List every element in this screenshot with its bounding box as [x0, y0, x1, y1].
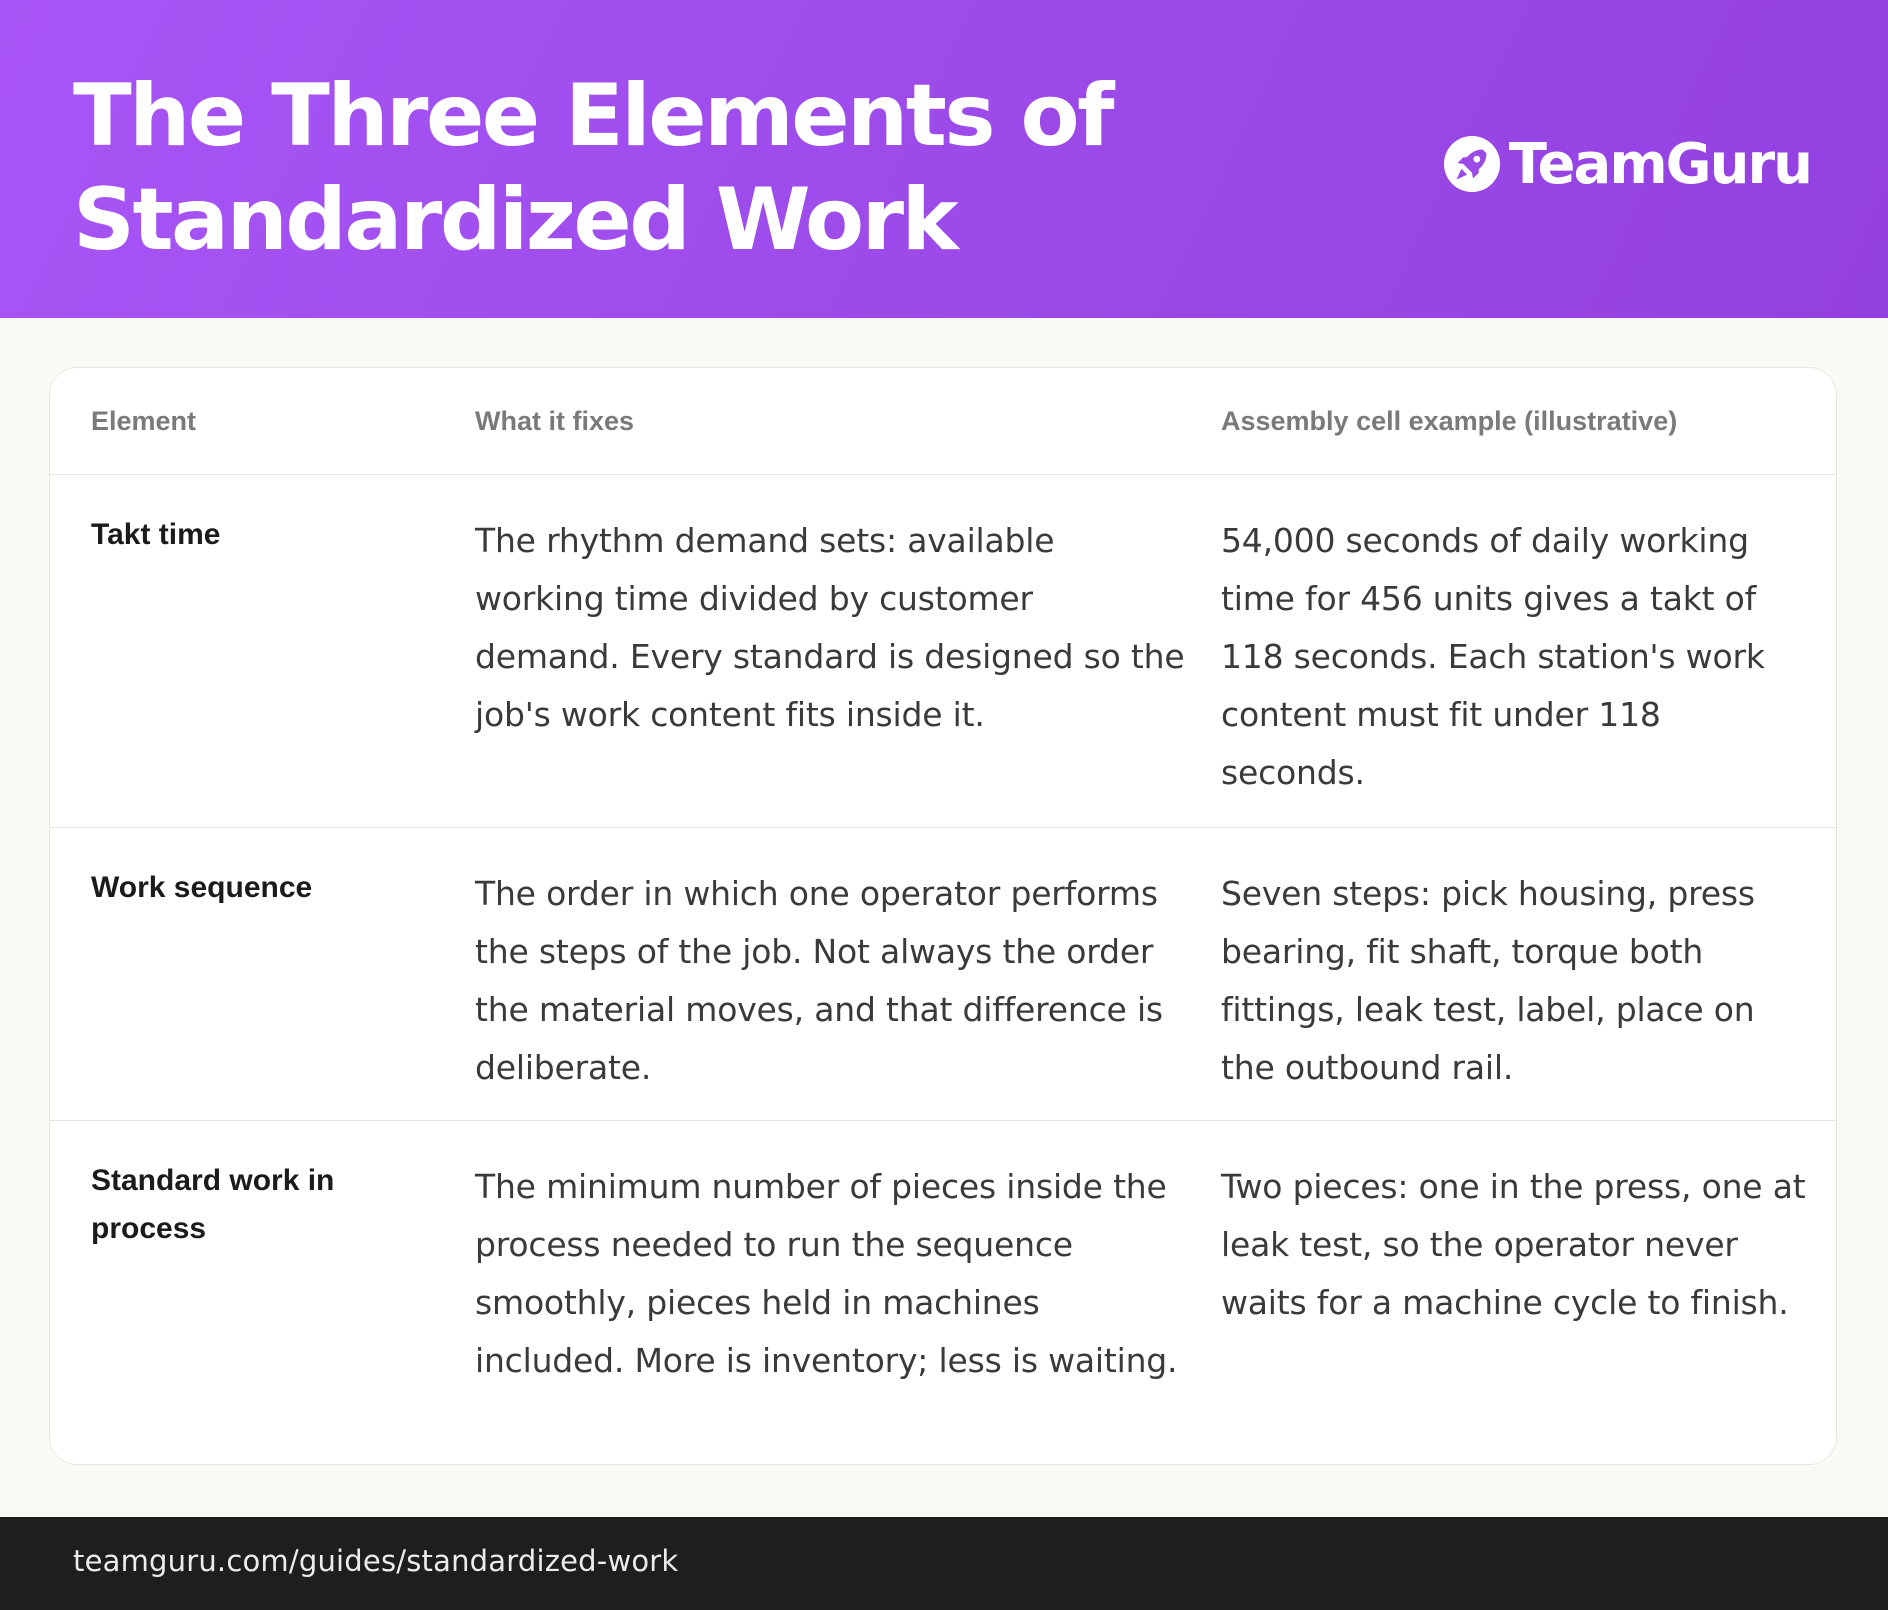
- table-row: [50, 828, 1836, 1121]
- header-banner: [0, 0, 1888, 318]
- source-url[interactable]: teamguru.com/guides/standardized-work: [73, 1544, 679, 1578]
- brand-name: TeamGuru: [1508, 131, 1811, 197]
- element-fix: The rhythm demand sets: available working time divided by customer demand. Every standard is designed so the job's work content fits inside it.: [475, 521, 1185, 734]
- brand-logo[interactable]: [1443, 130, 1811, 198]
- table-row: [50, 1121, 1836, 1465]
- element-fix: The minimum number of pieces inside the process needed to run the sequence smoothly, pieces held in machines included. More is inventory; less is waiting.: [475, 1167, 1178, 1380]
- rocket-icon: [1443, 135, 1501, 193]
- element-example: Seven steps: pick housing, press bearing, fit shaft, torque both fittings, leak test, label, place on the outbound rail.: [1221, 874, 1755, 1087]
- footer-bar: [0, 1517, 1888, 1610]
- column-header-element: Element: [91, 406, 197, 436]
- element-example: 54,000 seconds of daily working time for 456 units gives a takt of 118 seconds. Each station's work content must fit under 118 seconds.: [1221, 521, 1765, 792]
- table-header: [50, 368, 1836, 475]
- element-fix: The order in which one operator performs the steps of the job. Not always the order the material moves, and that difference is deliberate.: [475, 874, 1163, 1087]
- element-name: Standard work in process: [91, 1164, 335, 1245]
- element-name: Takt time: [91, 518, 221, 551]
- element-example: Two pieces: one in the press, one at leak test, so the operator never waits for a machine cycle to finish.: [1221, 1167, 1806, 1322]
- element-name: Work sequence: [91, 871, 313, 904]
- column-header-what-it-fixes: What it fixes: [475, 406, 635, 436]
- table-row: [50, 475, 1836, 828]
- page-title: The Three Elements of Standardized Work: [73, 66, 1113, 270]
- comparison-table: [49, 367, 1837, 1465]
- column-header-example: Assembly cell example (illustrative): [1221, 406, 1678, 436]
